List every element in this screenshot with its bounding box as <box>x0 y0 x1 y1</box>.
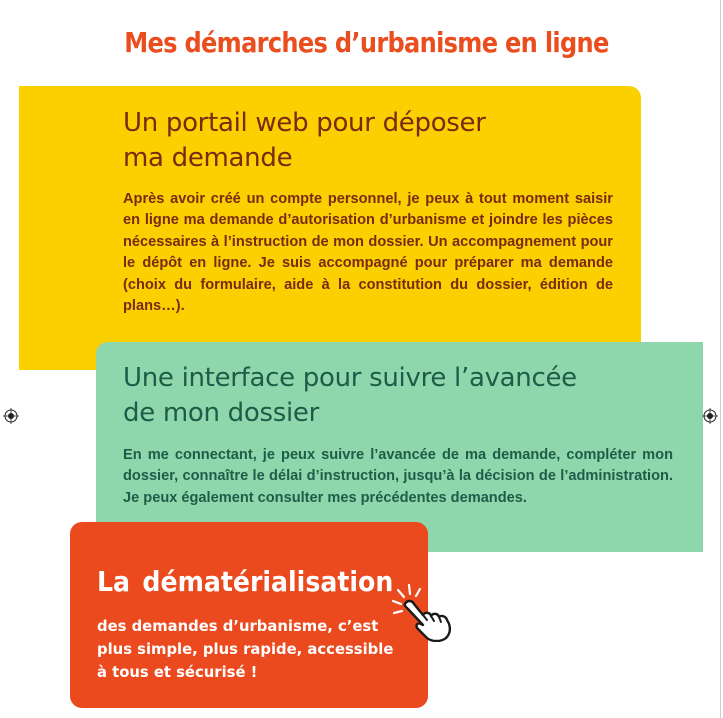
tracking-card-text: En me connectant, je peux suivre l’avancée de ma demande, compléter mon dossier, connaître le délai d’instruction, jusqu’à la décision de l’administration. Je peux également consulter mes précédentes demandes. <box>123 447 673 506</box>
pointing-hand-click-icon <box>390 582 460 642</box>
registration-mark-icon <box>3 408 19 424</box>
highlight-card-text <box>97 616 408 684</box>
portal-card <box>19 86 641 370</box>
highlight-card-line1: des demandes d’urbanisme, c’est <box>97 618 379 635</box>
page-title: Mes démarches d’urbanisme en ligne <box>124 26 609 59</box>
page-edge-rule <box>720 0 721 718</box>
portal-card-title-line2: ma demande <box>123 143 293 173</box>
tracking-card-title-line1: Une interface pour suivre l’avancée <box>123 363 577 393</box>
tracking-card-title <box>123 361 673 431</box>
highlight-card <box>70 522 428 708</box>
highlight-card-line2: plus simple, plus rapide, accessible <box>97 640 394 658</box>
portal-card-title-line1: Un portail web pour déposer <box>123 108 486 138</box>
highlight-card-line3: à tous et sécurisé ! <box>97 663 258 681</box>
highlight-card-title: La dématérialisation <box>97 565 394 598</box>
registration-mark-icon <box>702 408 718 424</box>
tracking-card <box>96 342 703 552</box>
portal-card-title <box>123 106 613 176</box>
portal-card-text: Après avoir créé un compte personnel, je peux à tout moment saisir en ligne ma demande d’autorisation d’urbanisme et joindre les pièces nécessaires à l’instruction de mon dossier. Un accompagnement pour le dépôt en ligne. Je suis accompagné pour préparer ma demande (choix du formulaire, aide à la constitution du dossier, édition de plans…). <box>123 191 613 315</box>
tracking-card-title-line2: de mon dossier <box>123 398 319 428</box>
